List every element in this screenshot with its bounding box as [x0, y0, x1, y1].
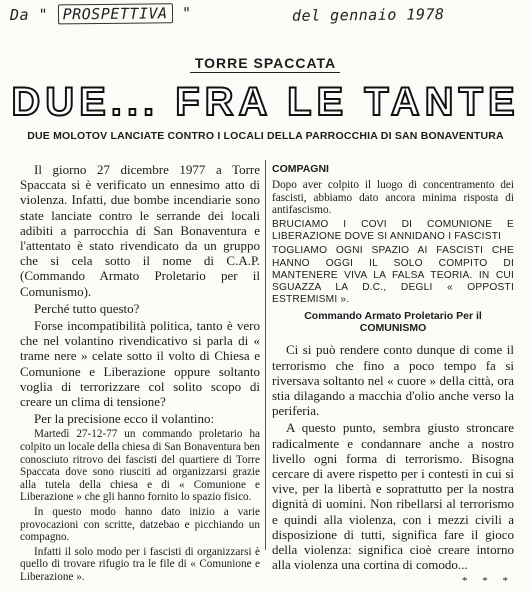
right-column	[272, 162, 514, 592]
body-paragraph: A questo punto, sembra giusto stroncare radicalmente e condannare anche a nostro livello ogni forma di terrorismo. Bisogna cercare di avere rispetto per i contesti in cui si vive, per la libertà e soprattutto per la nostra dignità di uomini. Non ribellarsi al terrorismo e quindi alla violenza, con i mezzi civili a disposizione di tutti, significa fare il gioco della violenza: significa cioè creare intorno alla violenza una cortina di comodo...	[272, 420, 514, 573]
body-paragraph: Per la precisione ecco il volantino:	[34, 411, 215, 427]
section-kicker: TORRE SPACCATA	[194, 55, 337, 71]
leaflet-paragraph: Martedì 27-12-77 un commando proletario ha colpito un locale della chiesa di San Bonaventura ben conosciuto ritrovo dei fascisti del quartiere di Torre Spaccata dove sono riusciti ad organizzarsi grazie alla tutela della chiesa e di « Comunione e Liberazione » che gli hanno fornito lo spazio fisico.	[20, 428, 260, 504]
column-divider	[265, 160, 266, 550]
leaflet-slogan: TOGLIAMO OGNI SPAZIO AI FASCISTI CHE HANNO OGGI IL SOLO COMPITO DI MANTENERE VIVA LA FALSA TEORIA. IN CUI SGUAZZA LA D.C., DEGLI « OPPOSTI ESTREMISMI ».	[272, 245, 514, 306]
source-name-box: PROSPETTIVA	[58, 3, 173, 24]
body-paragraph: Perché tutto questo?	[34, 300, 140, 316]
end-mark: * * *	[462, 575, 514, 588]
leaflet-signature: Commando Armato Proletario Per il COMUNISMO	[304, 310, 482, 335]
article-headline: DUE... FRA LE TANTE	[11, 80, 520, 124]
body-paragraph: Il giorno 27 dicembre 1977 a Torre Spaccata si è verificato un ennesimo atto di violenza. Infatti, due bombe incendiarie sono state lanciate contro le serrande dei locali adibiti a parrocchia di San Bonaventura e l'attentato è stato rivendicato da un gruppo che si cela sotto il nome di C.A.P. (Commando Armato Proletario per il Comunismo).	[20, 162, 260, 299]
leaflet-label: COMPAGNI	[272, 163, 329, 175]
leaflet-intro: Dopo aver colpito il luogo di concentramento dei fascisti, abbiamo dato ancora minima risposta di antifascismo.	[272, 179, 514, 217]
handwritten-date-note: del gennaio 1978	[291, 5, 445, 25]
handwritten-source-note: Da " PROSPETTIVA "	[9, 4, 192, 24]
leaflet-paragraph: In questo modo hanno dato inizio a varie provocazioni con scritte, datzebao e picchiando un compagno.	[20, 506, 260, 544]
leaflet-slogan: BRUCIAMO I COVI DI COMUNIONE E LIBERAZIONE DOVE SI ANNIDANO I FASCISTI	[272, 218, 514, 243]
body-paragraph: Ci si può rendere conto dunque di come il terrorismo che fino a poco tempo fa si riversava soltanto nel « cuore » della città, ora stia dilagando a macchia d'olio anche verso la periferia.	[272, 342, 514, 419]
left-column	[20, 162, 260, 586]
leaflet-paragraph: Infatti il solo modo per i fascisti di organizzarsi è quello di trovare rifugio tra le file di « Comunione e Liberazione ».	[20, 545, 260, 583]
body-paragraph: Forse incompatibilità politica, tanto è vero che nel volantino rivendicativo si parla di « trame nere » celate sotto il volto di Chiesa e Comunione e Liberazione oppure soltanto voglia di terrorizzare col solito scopo di creare un clima di tensione?	[20, 318, 260, 410]
kicker-underline	[190, 72, 340, 73]
leaflet-quote	[20, 428, 260, 583]
article-subheadline: DUE MOLOTOV LANCIATE CONTRO I LOCALI DELLA PARROCCHIA DI SAN BONAVENTURA	[27, 130, 504, 142]
